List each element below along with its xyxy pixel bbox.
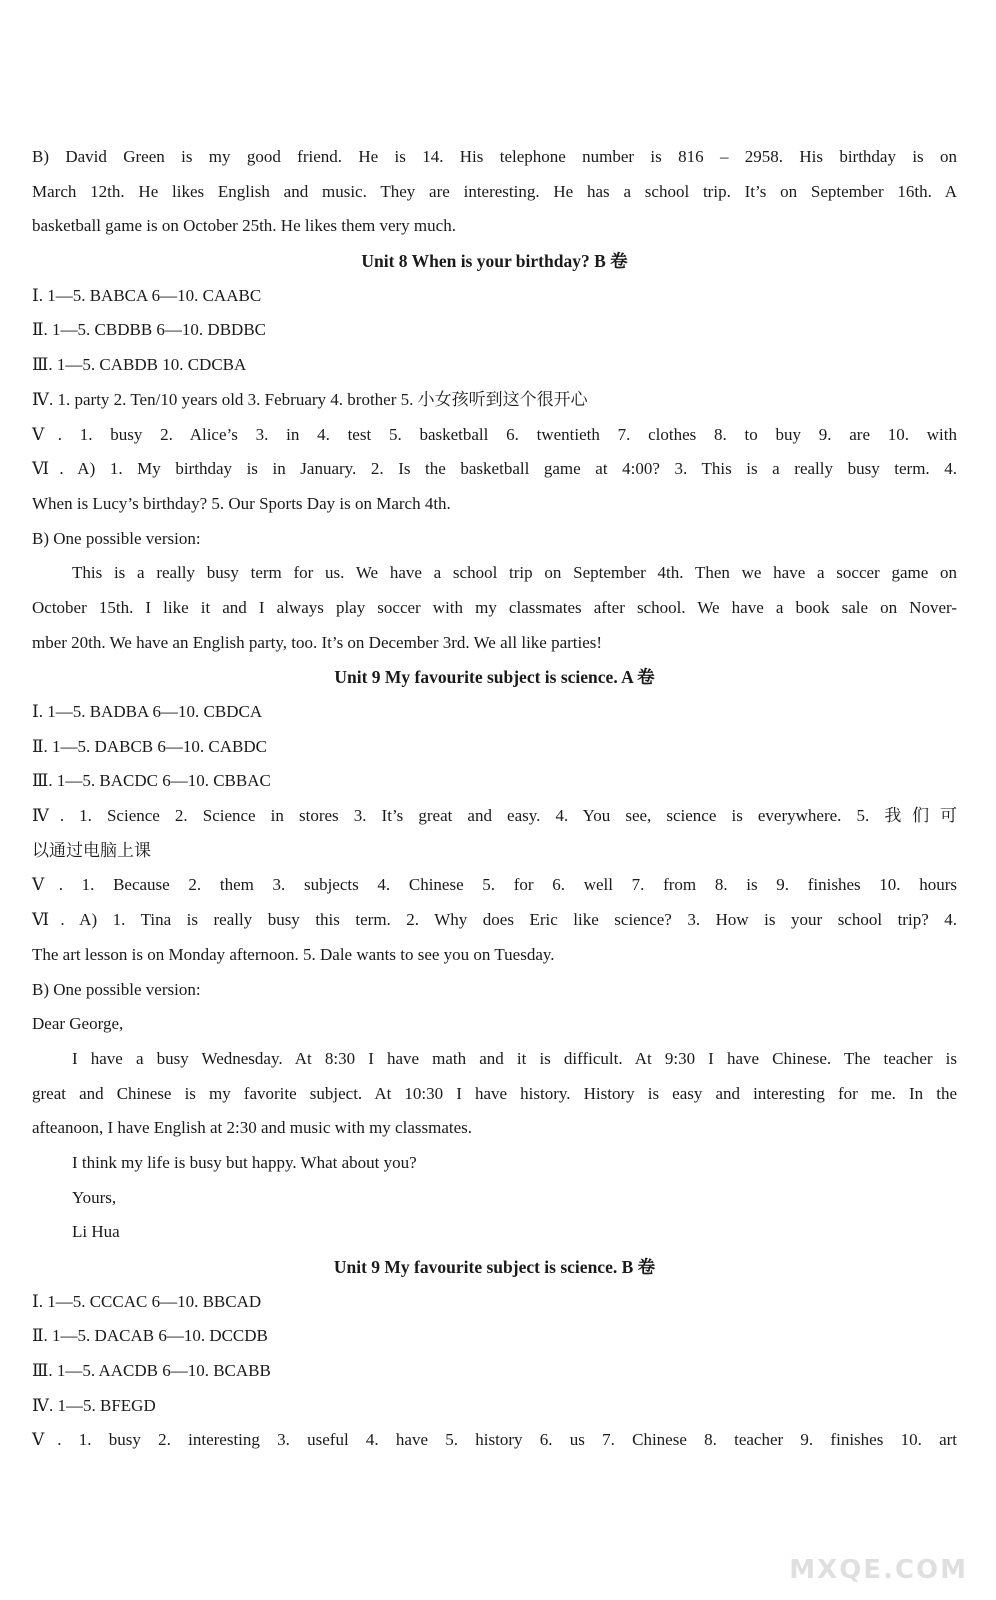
unit9a-answer-2: Ⅱ. 1—5. DABCB 6—10. CABDC (32, 736, 267, 756)
unit8b-answer-3: Ⅲ. 1—5. CABDB 10. CDCBA (32, 355, 247, 375)
unit8b-answer-8: B) One possible version: (32, 528, 201, 548)
unit8b-answer-5: Ⅴ. 1. busy 2. Alice’s 3. in 4. test 5. basketball 6. twentieth 7. clothes 8. to buy 9. are 10. with (32, 424, 957, 444)
unit9b-heading: Unit 9 My favourite subject is science. B 卷 (333, 1257, 656, 1277)
unit8b-essay-2: October 15th. I like it and I always play soccer with my classmates after school. We have a book sale on Nover- (32, 597, 957, 617)
unit9a-answer-9: B) One possible version: (32, 979, 201, 999)
unit9a-answer-5: 以通过电脑上课 (32, 840, 151, 860)
unit8b-answer-1: Ⅰ. 1—5. BABCA 6—10. CAABC (32, 285, 262, 305)
unit9a-letter-1: I have a busy Wednesday. At 8:30 I have math and it is difficult. At 9:30 I have Chinese. The teacher is (72, 1048, 957, 1068)
unit8b-answer-2: Ⅱ. 1—5. CBDBB 6—10. DBDBC (32, 320, 267, 340)
unit9b-answer-1: Ⅰ. 1—5. CCCAC 6—10. BBCAD (32, 1291, 262, 1311)
b-line-2: March 12th. He likes English and music. They are interesting. He has a school trip. It’s on September 16th. A (32, 181, 957, 201)
unit9a-salutation: Dear George, (32, 1014, 124, 1034)
unit9a-answer-6: Ⅴ. 1. Because 2. them 3. subjects 4. Chinese 5. for 6. well 7. from 8. is 9. finishes 10. hours (32, 875, 957, 895)
unit8b-answer-4: Ⅳ. 1. party 2. Ten/10 years old 3. February 4. brother 5. 小女孩听到这个很开心 (32, 389, 588, 409)
unit9a-answer-8: The art lesson is on Monday afternoon. 5. Dale wants to see you on Tuesday. (32, 944, 555, 964)
watermark-text: MXQE.COM (789, 1555, 968, 1586)
unit9a-answer-7: Ⅵ. A) 1. Tina is really busy this term. 2. Why does Eric like science? 3. How is your school trip? 4. (32, 910, 957, 930)
answer-page (32, 140, 957, 1458)
unit9a-answer-1: Ⅰ. 1—5. BADBA 6—10. CBDCA (32, 702, 263, 721)
unit9b-answer-3: Ⅲ. 1—5. AACDB 6—10. BCABB (32, 1361, 271, 1381)
unit8b-answer-6: Ⅵ. A) 1. My birthday is in January. 2. Is the basketball game at 4:00? 3. This is a really busy term. 4. (32, 459, 957, 479)
unit9b-answer-5: Ⅴ. 1. busy 2. interesting 3. useful 4. have 5. history 6. us 7. Chinese 8. teacher 9. finishes 10. art (32, 1430, 957, 1450)
unit9a-letter-2: great and Chinese is my favorite subject. At 10:30 I have history. History is easy and interesting for me. In the (32, 1083, 957, 1103)
unit9b-answer-2: Ⅱ. 1—5. DACAB 6—10. DCCDB (32, 1326, 268, 1346)
unit8b-essay-3: mber 20th. We have an English party, too. It’s on December 3rd. We all like parties! (32, 632, 603, 652)
unit8b-essay-1: This is a really busy term for us. We have a school trip on September 4th. Then we have a soccer game on (72, 563, 957, 583)
b-line-3: basketball game is on October 25th. He likes them very much. (32, 216, 456, 236)
unit9a-closing-2: Yours, (72, 1187, 117, 1207)
unit9a-heading: Unit 9 My favourite subject is science. A 卷 (334, 667, 655, 688)
unit9b-answer-4: Ⅳ. 1—5. BFEGD (32, 1395, 156, 1415)
b-line-1: B) David Green is my good friend. He is 14. His telephone number is 816 – 2958. His birthday is on (32, 147, 957, 166)
unit9a-letter-3: afteanoon, I have English at 2:30 and music with my classmates. (32, 1118, 473, 1138)
site-watermark (789, 1522, 976, 1592)
unit9a-answer-4: Ⅳ. 1. Science 2. Science in stores 3. It’s great and easy. 4. You see, science is everywhere. 5. 我们可 (32, 806, 957, 826)
unit9a-answer-3: Ⅲ. 1—5. BACDC 6—10. CBBAC (32, 771, 271, 791)
unit9a-closing-3: Li Hua (72, 1222, 120, 1242)
unit9a-closing-1: I think my life is busy but happy. What about you? (72, 1152, 417, 1172)
unit8b-heading: Unit 8 When is your birthday? B 卷 (361, 251, 628, 272)
unit8b-answer-7: When is Lucy’s birthday? 5. Our Sports Day is on March 4th. (32, 493, 451, 513)
